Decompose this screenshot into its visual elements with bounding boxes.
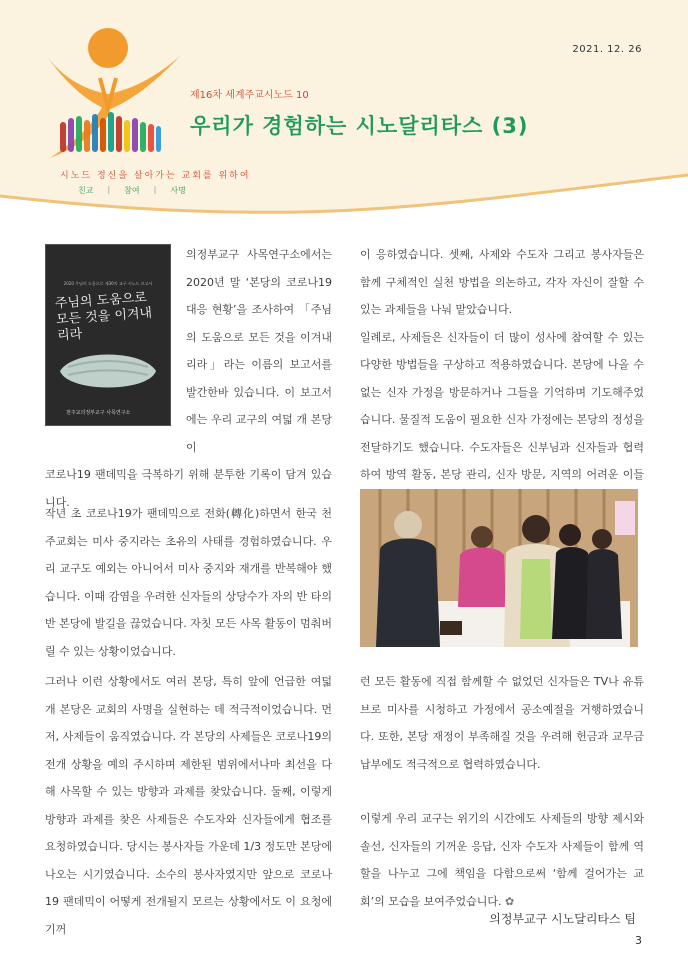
page-title: 우리가 경험하는 시노달리타스 (3) bbox=[190, 114, 529, 138]
paragraph-5: 일례로, 사제들은 신자들이 더 많이 성사에 참여할 수 있는 다양한 방법들을 구상하고 적용하였습니다. 본당에 나올 수 없는 신자 가정을 방문하거나 그들을 기억하며 기도해주었습니다. 물질적 도움이 필요한 신자 가정에는 본당의 정성을 전달하기도 했습니다. 수도자들은 신부님과 신자들과 협력하여 방역 활동, 본당 관리, 신자 방문, 지역의 어려운 이들 bbox=[360, 330, 644, 481]
volunteers-photo-illustration bbox=[360, 489, 638, 647]
value-communion: 친교 bbox=[78, 186, 94, 195]
value-participation: 참여 bbox=[124, 186, 140, 195]
paragraph-6: 런 모든 활동에 직접 함께할 수 없었던 신자들은 TV나 유튜브로 미사를 시청하고 가정에서 공소예절을 거행하였습니다. 또한, 본당 재정이 부족해질 것을 우려해 헌금과 교무금 납부에도 적극적으로 협력하였습니다. bbox=[360, 675, 644, 771]
synod-logo bbox=[30, 18, 180, 168]
book-publisher: 천주교의정부교구 사목연구소 bbox=[66, 410, 131, 416]
value-separator: | bbox=[107, 185, 111, 194]
series-subtitle: 제16차 세계주교시노드 10 bbox=[190, 90, 309, 101]
end-mark-icon: ✿ bbox=[505, 894, 515, 908]
paragraph-7-text: 이렇게 우리 교구는 위기의 시간에도 사제들의 방향 제시와 솔선, 신자들의 기꺼운 응답, 신자 수도자 사제들이 함께 역할을 나누고 그에 책임을 다함으로써 ‘함께 걸어가는 교회’의 모습을 보여주었습니다. bbox=[360, 812, 644, 908]
face-mask-illustration bbox=[54, 341, 162, 403]
paragraph-2: 작년 초 코로나19가 팬데믹으로 전화(轉化)하면서 한국 천주교회는 미사 중지라는 초유의 사태를 경험하였습니다. 우리 교구도 예외는 아니어서 미사 중지와 재개를 반복해야 했습니다. 이때 감염을 우려한 신자들의 상당수가 자의 반 타의 반 본당에 발길을 끊었습니다. 자칫 모든 사목 활동이 멈춰버릴 수 있는 상황이었습니다. bbox=[45, 507, 332, 658]
column-left-bottom bbox=[45, 668, 332, 943]
column-right-bottom bbox=[360, 668, 644, 915]
author-team: 의정부교구 시노달리타스 팀 bbox=[489, 912, 636, 926]
paragraph-intro-bottom: 코로나19 팬데믹을 극복하기 위해 분투한 기록이 담겨 있습니다. bbox=[45, 468, 332, 509]
column-right bbox=[360, 241, 644, 516]
page-number: 3 bbox=[635, 934, 642, 947]
paragraph-intro-top: 의정부교구 사목연구소에서는 2020년 말 ‘본당의 코로나19 대응 현황’을 조사하여 「주님의 도움으로 모든 것을 이겨내리라」라는 이름의 보고서를 발간한바 있습니다. 이 보고서에는 우리 교구의 여덟 개 본당이 bbox=[186, 248, 332, 454]
volunteers-photo bbox=[360, 489, 638, 647]
column-left bbox=[45, 500, 332, 665]
value-mission: 사명 bbox=[170, 186, 186, 195]
issue-date: 2021. 12. 26 bbox=[572, 44, 642, 55]
book-title: 주님의 도움으로 모든 것을 이겨내리라 bbox=[54, 290, 153, 344]
value-separator: | bbox=[153, 185, 157, 194]
book-top-line: 2020 주님의 도움으로 제30차 교구 시노드 보고서 bbox=[63, 281, 153, 286]
page-header bbox=[0, 0, 688, 230]
synod-values bbox=[78, 185, 186, 196]
intro-wrap-column bbox=[186, 241, 332, 461]
synod-slogan: 시노드 정신을 살아가는 교회를 위하여 bbox=[60, 171, 251, 181]
report-cover-image bbox=[45, 244, 171, 426]
paragraph-7 bbox=[360, 805, 644, 915]
paragraph-4: 이 응하였습니다. 셋째, 사제와 수도자 그리고 봉사자들은 함께 구체적인 실천 방법을 의논하고, 각자 자신이 잘할 수 있는 과제들을 나눠 맡았습니다. bbox=[360, 248, 644, 316]
paragraph-3: 그러나 이런 상황에서도 여러 본당, 특히 앞에 언급한 여덟 개 본당은 교회의 사명을 실현하는 데 적극적이었습니다. 먼저, 사제들이 움직였습니다. 각 본당의 사제들은 코로나19의 전개 상황을 예의 주시하며 제한된 범위에서나마 최선을 다해 사목할 수 있는 방향과 과제를 찾았습니다. 둘째, 이렇게 방향과 과제를 찾은 사제들은 수도자와 신자들에게 협조를 요청하였습니다. 당시는 봉사자들 가운데 1/3 정도만 본당에 나오는 시기였습니다. 소수의 봉사자였지만 앞으로 코로나19 팬데믹이 어떻게 전개될지 모르는 상황에서도 이 요청에 기꺼 bbox=[45, 675, 332, 936]
